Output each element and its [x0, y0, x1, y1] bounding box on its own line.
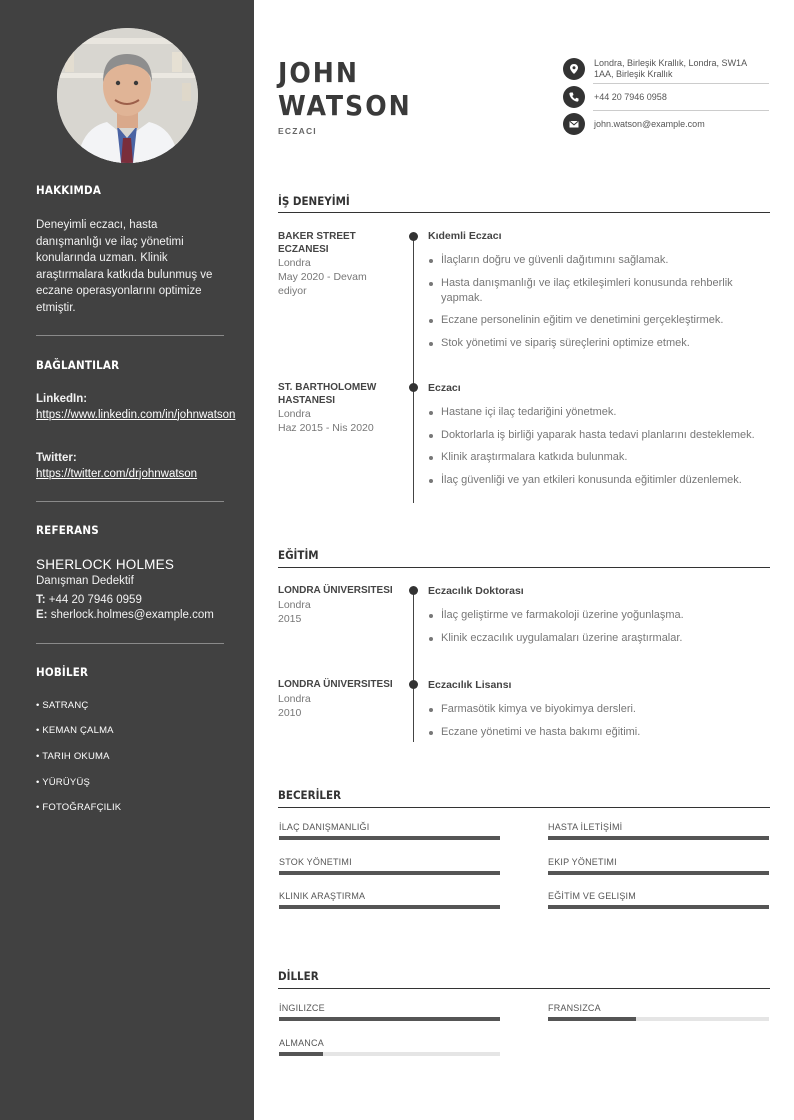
skill-track [279, 905, 500, 909]
sidebar [0, 0, 254, 1120]
list-item: Klinik araştırmalara katkıda bulunmak. [428, 450, 768, 465]
divider [593, 83, 769, 84]
linkedin-label: LinkedIn: [36, 393, 88, 405]
skill-label: EĞİTİM VE GELIŞIM [548, 891, 636, 901]
skill-level-fill [548, 1017, 636, 1021]
org-city: Londra [278, 692, 311, 705]
timeline-line [413, 590, 414, 742]
twitter-label: Twitter: [36, 452, 77, 464]
skill-bar [279, 822, 500, 840]
reference-title: Danışman Dedektif [36, 575, 134, 587]
education-org [278, 585, 398, 626]
experience-org [278, 231, 398, 298]
list-item: İlaç geliştirme ve farmakoloji üzerine yoğunlaşma. [428, 608, 768, 623]
contact-email [563, 113, 769, 135]
skill-bar [279, 1003, 500, 1021]
phone-text: +44 20 7946 0958 [594, 91, 667, 102]
skill-level-fill [279, 871, 500, 875]
list-item: Eczane personelinin eğitim ve denetimini gerçekleştirmek. [428, 313, 768, 328]
email-icon [563, 113, 585, 135]
divider [36, 335, 224, 336]
org-city: Londra [278, 408, 311, 420]
org-name: BAKER STREET ECZANESI [278, 231, 356, 255]
org-dates: 2010 [278, 706, 302, 719]
list-item: Stok yönetimi ve sipariş süreçlerini optimize etmek. [428, 336, 768, 351]
timeline-dot [409, 586, 418, 595]
timeline-dot [409, 680, 418, 689]
profile-photo [57, 28, 198, 163]
degree-title: Eczacılık Doktorası [428, 585, 524, 597]
hobby-item: • TARIH OKUMA [36, 751, 110, 762]
section-rule [278, 988, 770, 989]
education-list [428, 702, 768, 747]
reference-name: SHERLOCK HOLMES [36, 557, 175, 572]
org-city: Londra [278, 257, 311, 269]
section-rule [278, 212, 770, 213]
skill-bar [279, 891, 500, 909]
portrait-image [57, 28, 198, 163]
first-name: JOHN [278, 56, 359, 89]
twitter-link[interactable]: https://twitter.com/drjohnwatson [36, 467, 198, 480]
email-label: E: [36, 609, 48, 621]
contact-address [563, 58, 769, 80]
linkedin-block [36, 391, 236, 423]
list-item: Klinik eczacılık uygulamaları üzerine araştırmalar. [428, 631, 768, 646]
experience-org [278, 382, 398, 435]
org-dates: Haz 2015 - Nis 2020 [278, 422, 374, 434]
list-item: Farmasötik kimya ve biyokimya dersleri. [428, 702, 768, 717]
experience-heading: İŞ DENEYİMİ [278, 194, 350, 208]
email-text[interactable]: john.watson@example.com [594, 118, 705, 129]
list-item: Eczane yönetimi ve hasta bakımı eğitimi. [428, 725, 768, 740]
phone-icon [563, 86, 585, 108]
degree-title: Eczacılık Lisansı [428, 679, 512, 691]
contact-phone [563, 86, 769, 108]
hobby-item: • FOTOĞRAFÇILIK [36, 802, 122, 813]
languages-heading: DİLLER [278, 969, 319, 983]
section-rule [278, 567, 770, 568]
skill-bar [548, 1003, 769, 1021]
skill-bar [279, 1038, 500, 1056]
address-text: Londra, Birleşik Krallık, Londra, SW1A 1AA, Birleşik Krallık [594, 58, 747, 79]
list-item: İlaçların doğru ve güvenli dağıtımını sağlamak. [428, 253, 768, 268]
reference-phone-value: +44 20 7946 0959 [48, 594, 142, 606]
org-dates: 2015 [278, 612, 302, 625]
skill-track [279, 836, 500, 840]
skill-bar [548, 891, 769, 909]
timeline-dot [409, 232, 418, 241]
skill-bar [279, 857, 500, 875]
links-heading: BAĞLANTILAR [36, 358, 120, 372]
skill-track [548, 871, 769, 875]
about-heading: HAKKIMDA [36, 183, 102, 197]
list-item: İlaç güvenliği ve yan etkileri konusunda eğitimler düzenlemek. [428, 473, 768, 488]
skill-level-fill [548, 905, 769, 909]
education-org [278, 679, 398, 720]
skill-track [548, 1017, 769, 1021]
hobby-item: • KEMAN ÇALMA [36, 725, 114, 736]
skill-bar [548, 822, 769, 840]
linkedin-link[interactable]: https://www.linkedin.com/in/johnwatson [36, 408, 236, 421]
list-item: Doktorlarla iş birliği yaparak hasta tedavi planlarını desteklemek. [428, 428, 768, 443]
skill-track [279, 1052, 500, 1056]
skill-label: EKIP YÖNETIMI [548, 856, 617, 867]
skill-label: İNGILIZCE [279, 1003, 325, 1013]
skill-label: İLAÇ DANIŞMANLIĞI [279, 822, 370, 832]
divider [36, 643, 224, 644]
reference-email-value: sherlock.holmes@example.com [50, 609, 214, 621]
hobby-item: • SATRANÇ [36, 700, 89, 711]
skills-heading: BECERİLER [278, 788, 342, 802]
reference-email [36, 607, 226, 624]
education-heading: EĞİTİM [278, 548, 319, 562]
reference-heading: REFERANS [36, 523, 99, 537]
divider [593, 110, 769, 111]
skill-level-fill [279, 1017, 500, 1021]
list-item: Hasta danışmanlığı ve ilaç etkileşimleri konusunda rehberlik yapmak. [428, 276, 768, 306]
duty-list [428, 405, 768, 495]
education-list [428, 608, 768, 653]
skill-label: HASTA İLETİŞİMİ [548, 822, 623, 832]
position-title: Eczacı [428, 382, 461, 394]
org-dates: May 2020 - Devam ediyor [278, 271, 367, 297]
skill-label: FRANSIZCA [548, 1003, 601, 1013]
skill-track [548, 836, 769, 840]
skill-level-fill [279, 905, 500, 909]
skill-level-fill [279, 1052, 323, 1056]
about-text: Deneyimli eczacı, hasta danışmanlığı ve ilaç yönetimi konularında uzman. Klinik araştırmalara katkıda bulunmuş ve eczane operasyonlarını optimize etmiştir. [36, 219, 213, 314]
timeline-line [413, 236, 414, 503]
last-name: WATSON [278, 89, 412, 122]
org-name: ST. BARTHOLOMEW HASTANESI [278, 382, 377, 406]
skill-level-fill [548, 836, 769, 840]
org-name: LONDRA ÜNIVERSITESI [278, 679, 393, 690]
skill-level-fill [279, 836, 500, 840]
skill-label: ALMANCA [279, 1037, 324, 1048]
timeline-dot [409, 383, 418, 392]
position-title: Kıdemli Eczacı [428, 230, 502, 242]
list-item: Hastane içi ilaç tedariğini yönetmek. [428, 405, 768, 420]
phone-label: T: [36, 594, 46, 606]
twitter-block [36, 450, 226, 482]
section-rule [278, 807, 770, 808]
duty-list [428, 253, 768, 358]
org-city: Londra [278, 598, 311, 611]
skill-label: KLINIK ARAŞTIRMA [279, 891, 366, 901]
skill-track [548, 905, 769, 909]
skill-bar [548, 857, 769, 875]
skill-level-fill [548, 871, 769, 875]
location-pin-icon [563, 58, 585, 80]
job-role: ECZACI [278, 126, 317, 136]
divider [36, 501, 224, 502]
org-name: LONDRA ÜNIVERSITESI [278, 585, 393, 596]
skill-label: STOK YÖNETIMI [279, 856, 352, 867]
skill-track [279, 1017, 500, 1021]
skill-track [279, 871, 500, 875]
hobby-item: • YÜRÜYÜŞ [36, 777, 91, 788]
hobbies-heading: HOBİLER [36, 665, 89, 679]
